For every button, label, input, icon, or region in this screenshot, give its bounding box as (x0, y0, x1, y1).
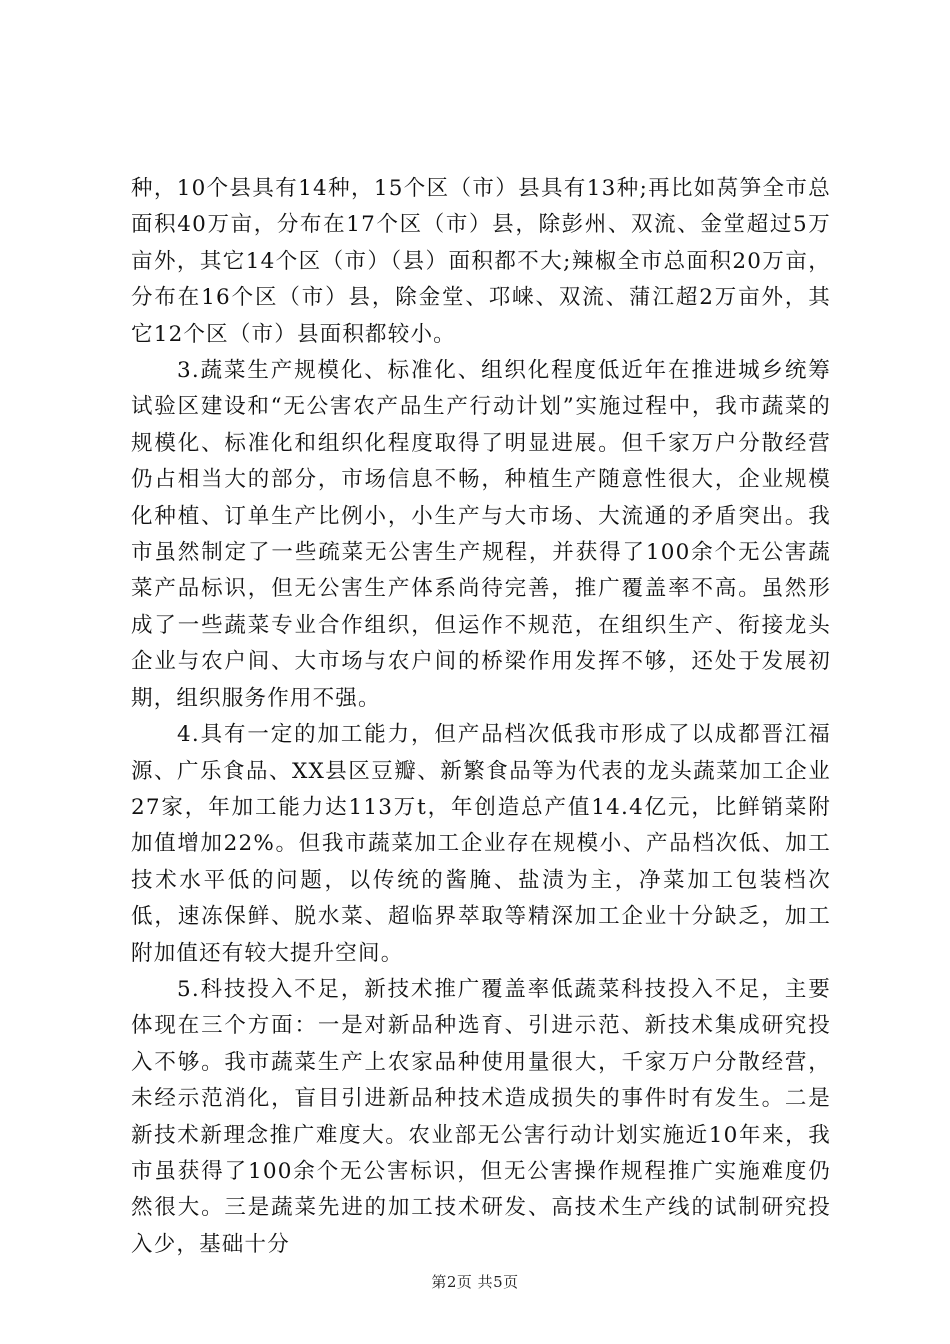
paragraph-5-technology-investment: 5.科技投入不足，新技术推广覆盖率低蔬菜科技投入不足，主要体现在三个方面：一是对新品种选育、引进示范、新技术集成研究投入不够。我市蔬菜生产上农家品种使用量很大，千家万户分散经营，未经示范消化，盲目引进新品种技术造成损失的事件时有发生。二是新技术新理念推广难度大。农业部无公害行动计划实施近10年来，我市虽获得了100余个无公害标识，但无公害操作规程推广实施难度仍然很大。三是蔬菜先进的加工技术研发、高技术生产线的试制研究投入少，基础十分 (131, 976, 831, 1257)
page-footer: 第2页 共5页 (431, 1273, 519, 1291)
paragraph-continuation: 种，10个县具有14种，15个区（市）县具有13种;再比如莴笋全市总面积40万亩，分布在17个区（市）县，除彭州、双流、金堂超过5万亩外，其它14个区（市）（县）面积都不大;辣椒全市总面积20万亩，分布在16个区（市）县，除金堂、邛崃、双流、蒲江超2万亩外，其它12个区（市）县面积都较小。 (131, 176, 831, 347)
paragraph-4-processing-capacity: 4.具有一定的加工能力，但产品档次低我市形成了以成都晋江福源、广乐食品、XX县区豆瓣、新繁食品等为代表的龙头蔬菜加工企业27家，年加工能力达113万t，年创造总产值14.4亿元，比鲜销菜附加值增加22%。但我市蔬菜加工企业存在规模小、产品档次低、加工技术水平低的问题，以传统的酱腌、盐渍为主，净菜加工包装档次低，速冻保鲜、脱水菜、超临界萃取等精深加工企业十分缺乏，加工附加值还有较大提升空间。 (131, 722, 831, 966)
paragraph-3-production-organization: 3.蔬菜生产规模化、标准化、组织化程度低近年在推进城乡统筹试验区建设和“无公害农产品生产行动计划”实施过程中，我市蔬菜的规模化、标准化和组织化程度取得了明显进展。但千家万户分散经营仍占相当大的部分，市场信息不畅，种植生产随意性很大，企业规模化种植、订单生产比例小，小生产与大市场、大流通的矛盾突出。我市虽然制定了一些疏菜无公害生产规程，并获得了100余个无公害蔬菜产品标识，但无公害生产体系尚待完善，推广覆盖率不高。虽然形成了一些蔬菜专业合作组织，但运作不规范，在组织生产、衔接龙头企业与农户间、大市场与农户间的桥梁作用发挥不够，还处于发展初期，组织服务作用不强。 (131, 358, 831, 711)
document-body (131, 171, 831, 1263)
